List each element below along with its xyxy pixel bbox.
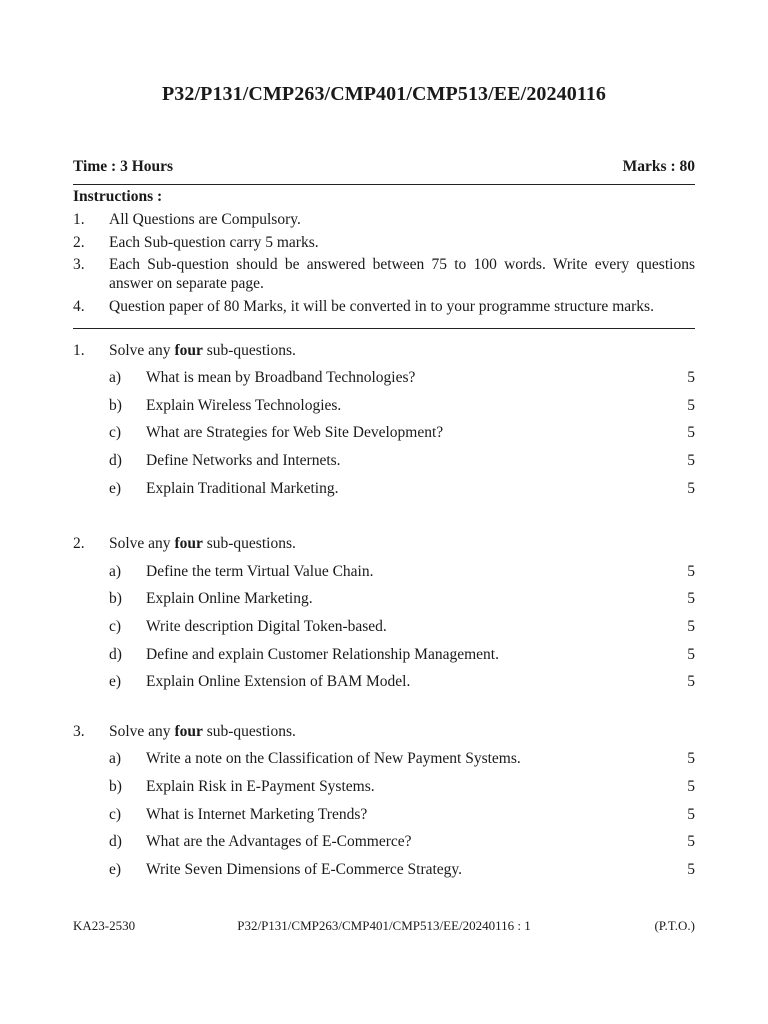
instructions-divider — [73, 328, 695, 329]
sub-question-letter: e) — [109, 480, 122, 497]
sub-question-letter: c) — [109, 424, 122, 441]
time-label: Time : 3 Hours — [73, 158, 174, 175]
sub-question-text: Define the term Virtual Value Chain. — [146, 563, 374, 580]
instructions-heading: Instructions : — [73, 188, 163, 205]
sub-question — [109, 778, 695, 798]
instruction-text: Each Sub-question should be answered between 75 to 100 words. Write every questions answer on separate page. — [109, 256, 695, 292]
sub-question-text: Explain Traditional Marketing. — [146, 480, 339, 497]
sub-question-letter: e) — [109, 861, 122, 878]
sub-question-text: What is mean by Broadband Technologies? — [146, 369, 416, 386]
sub-question — [109, 424, 695, 444]
question-text: Solve any four sub-questions. — [109, 535, 296, 552]
sub-question-letter: d) — [109, 452, 122, 469]
instruction-item — [73, 255, 695, 293]
top-divider — [73, 184, 695, 185]
instruction-number: 4. — [73, 298, 85, 315]
sub-question-text: What is Internet Marketing Trends? — [146, 806, 368, 823]
instruction-text: Question paper of 80 Marks, it will be converted in to your programme structure marks. — [109, 298, 654, 315]
sub-question-text: Define and explain Customer Relationship Management. — [146, 646, 499, 663]
sub-question — [109, 750, 695, 770]
instruction-item — [73, 233, 695, 252]
question-number: 3. — [73, 723, 85, 740]
sub-question-text: Explain Online Marketing. — [146, 590, 313, 607]
instruction-item — [73, 297, 695, 316]
sub-question — [109, 480, 695, 500]
sub-question-text: Explain Risk in E-Payment Systems. — [146, 778, 375, 795]
instruction-number: 2. — [73, 234, 85, 251]
paper-code-title: P32/P131/CMP263/CMP401/CMP513/EE/20240116 — [161, 83, 607, 105]
sub-question-marks: 5 — [687, 646, 695, 663]
question-number: 1. — [73, 342, 85, 359]
sub-question-marks: 5 — [687, 480, 695, 497]
sub-question-letter: c) — [109, 806, 122, 823]
sub-question — [109, 673, 695, 693]
sub-question-letter: b) — [109, 778, 122, 795]
footer-code: KA23-2530 — [73, 918, 136, 933]
footer-pto: (P.T.O.) — [654, 918, 695, 933]
sub-question — [109, 452, 695, 472]
sub-question-letter: a) — [109, 563, 122, 580]
sub-question-marks: 5 — [687, 750, 695, 767]
sub-question-text: Define Networks and Internets. — [146, 452, 341, 469]
sub-question — [109, 806, 695, 826]
sub-question-letter: a) — [109, 369, 122, 386]
sub-question-letter: a) — [109, 750, 122, 767]
sub-question — [109, 563, 695, 583]
sub-question-letter: b) — [109, 590, 122, 607]
instruction-text: All Questions are Compulsory. — [109, 211, 301, 228]
sub-question-letter: b) — [109, 397, 122, 414]
instruction-item — [73, 210, 695, 229]
sub-question-letter: e) — [109, 673, 122, 690]
question-text: Solve any four sub-questions. — [109, 723, 296, 740]
sub-question-text: Write description Digital Token-based. — [146, 618, 387, 635]
sub-question-marks: 5 — [687, 590, 695, 607]
sub-question-text: Write a note on the Classification of New Payment Systems. — [146, 750, 521, 767]
question-number: 2. — [73, 535, 85, 552]
sub-question — [109, 590, 695, 610]
sub-question-marks: 5 — [687, 778, 695, 795]
sub-question-text: Write Seven Dimensions of E-Commerce Strategy. — [146, 861, 463, 878]
instruction-number: 3. — [73, 256, 85, 273]
sub-question-marks: 5 — [687, 833, 695, 850]
sub-question — [109, 861, 695, 881]
sub-question-text: What are the Advantages of E-Commerce? — [146, 833, 412, 850]
sub-question — [109, 833, 695, 853]
sub-question-letter: d) — [109, 833, 122, 850]
sub-question-marks: 5 — [687, 397, 695, 414]
sub-question — [109, 397, 695, 417]
question-text: Solve any four sub-questions. — [109, 342, 296, 359]
time-marks-row — [73, 158, 695, 176]
sub-question-text: Explain Wireless Technologies. — [146, 397, 342, 414]
sub-question-marks: 5 — [687, 452, 695, 469]
instruction-number: 1. — [73, 211, 85, 228]
sub-question-letter: c) — [109, 618, 122, 635]
footer-page-ref: P32/P131/CMP263/CMP401/CMP513/EE/20240116 : 1 — [237, 918, 531, 933]
sub-question-marks: 5 — [687, 369, 695, 386]
sub-question-text: What are Strategies for Web Site Development? — [146, 424, 444, 441]
sub-question-text: Explain Online Extension of BAM Model. — [146, 673, 411, 690]
sub-question-marks: 5 — [687, 806, 695, 823]
sub-question — [109, 369, 695, 389]
sub-question-marks: 5 — [687, 673, 695, 690]
instruction-text: Each Sub-question carry 5 marks. — [109, 234, 319, 251]
sub-question-marks: 5 — [687, 861, 695, 878]
marks-label: Marks : 80 — [622, 158, 695, 175]
sub-question-marks: 5 — [687, 424, 695, 441]
sub-question-letter: d) — [109, 646, 122, 663]
sub-question-marks: 5 — [687, 618, 695, 635]
sub-question — [109, 618, 695, 638]
sub-question — [109, 646, 695, 666]
sub-question-marks: 5 — [687, 563, 695, 580]
